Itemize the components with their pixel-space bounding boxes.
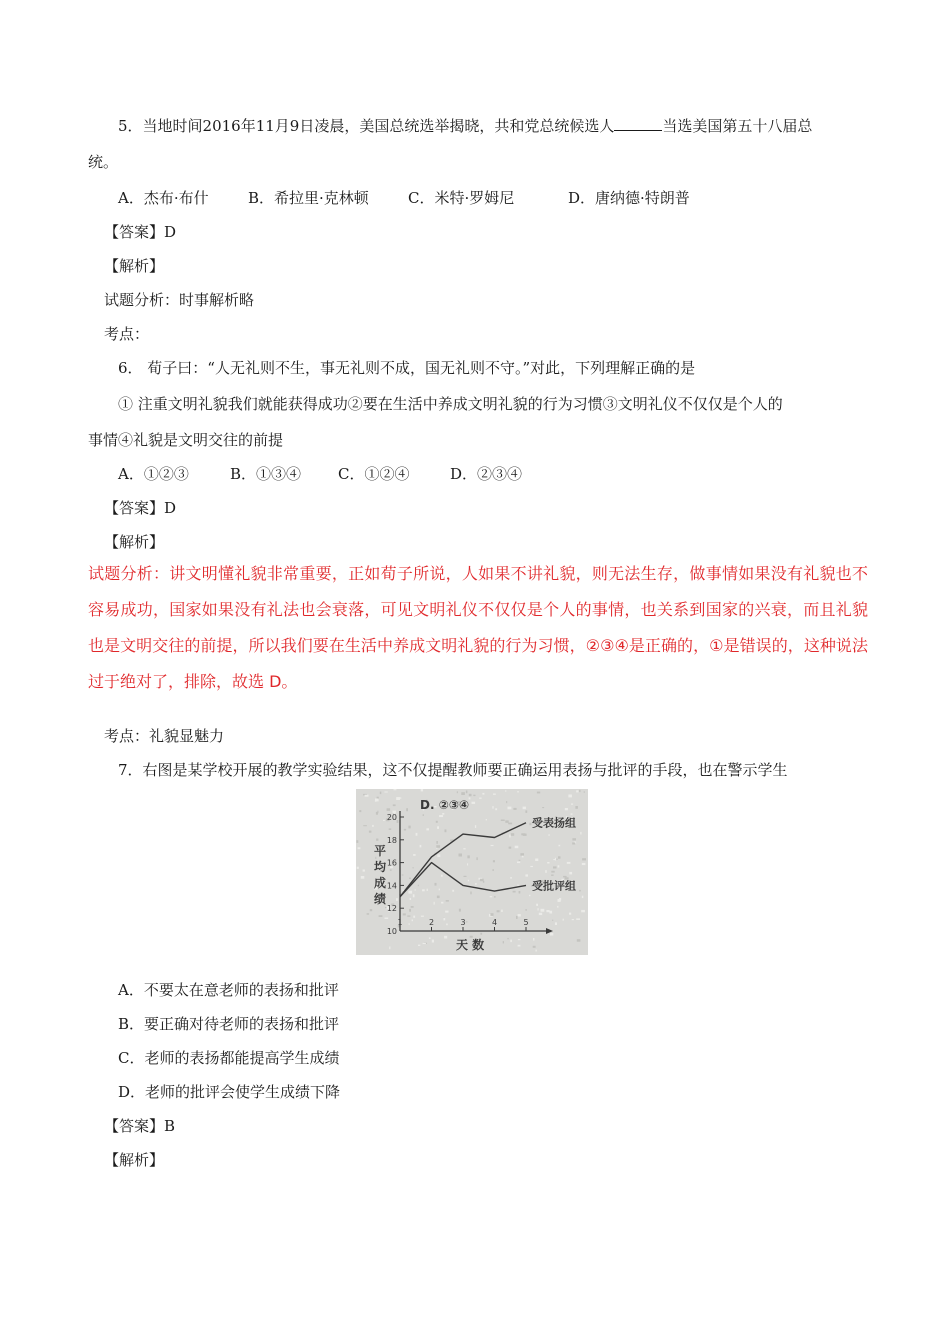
noise-speck <box>553 866 557 868</box>
noise-speck <box>571 804 573 805</box>
noise-speck <box>403 913 406 915</box>
noise-speck <box>357 867 359 869</box>
chart-series-label: 受批评组 <box>532 879 576 893</box>
noise-speck <box>518 945 521 947</box>
q6-line3: 事情④礼貌是文明交往的前提 <box>88 431 284 449</box>
q5-option-c: C．米特·罗姆尼 <box>408 189 515 207</box>
noise-speck <box>517 791 519 792</box>
noise-speck <box>569 913 571 915</box>
noise-speck <box>550 933 553 936</box>
noise-speck <box>582 858 586 860</box>
noise-speck <box>443 918 445 921</box>
noise-speck <box>421 789 423 791</box>
noise-speck <box>472 802 476 804</box>
noise-speck <box>545 870 546 873</box>
noise-speck <box>517 862 520 864</box>
noise-speck <box>396 898 398 901</box>
q5-analysis: 试题分析：时事解析略 <box>104 291 255 309</box>
noise-speck <box>571 813 573 814</box>
noise-speck <box>389 828 392 830</box>
noise-speck <box>436 841 438 844</box>
q7-option-a: A．不要太在意老师的表扬和批评 <box>118 981 339 999</box>
noise-speck <box>408 891 412 894</box>
noise-speck <box>475 825 476 828</box>
noise-speck <box>575 806 578 809</box>
noise-speck <box>390 869 392 870</box>
noise-speck <box>446 924 448 926</box>
noise-speck <box>379 915 383 917</box>
noise-speck <box>549 834 550 836</box>
noise-speck <box>476 857 477 860</box>
noise-speck <box>556 859 557 860</box>
noise-speck <box>565 808 568 810</box>
noise-speck <box>375 799 379 802</box>
noise-speck <box>509 835 511 838</box>
noise-speck <box>533 946 536 948</box>
noise-speck <box>418 885 419 887</box>
chart-x-tick-label: 3 <box>460 918 466 927</box>
noise-speck <box>426 828 429 830</box>
noise-speck <box>372 825 374 827</box>
noise-speck <box>441 902 443 904</box>
noise-speck <box>363 825 367 826</box>
noise-speck <box>553 859 555 860</box>
chart-y-tick-label: 12 <box>386 904 397 914</box>
noise-speck <box>406 808 408 811</box>
noise-speck <box>509 847 512 849</box>
noise-speck <box>389 947 390 950</box>
noise-speck <box>515 846 519 849</box>
noise-speck <box>466 791 468 794</box>
noise-speck <box>470 892 471 895</box>
chart-ylabel-char: 成 <box>374 876 387 890</box>
noise-speck <box>505 820 508 822</box>
noise-speck <box>572 838 576 840</box>
noise-speck <box>510 940 512 943</box>
noise-speck <box>519 891 521 894</box>
noise-speck <box>525 874 528 876</box>
chart-x-tick-label: 5 <box>523 918 529 927</box>
q6-option-d: D．②③④ <box>450 465 523 483</box>
noise-speck <box>407 915 410 916</box>
noise-speck <box>537 792 540 794</box>
noise-speck <box>572 919 574 920</box>
noise-speck <box>442 813 444 815</box>
noise-speck <box>508 823 512 825</box>
noise-speck <box>421 916 424 917</box>
noise-speck <box>369 831 372 833</box>
noise-speck <box>409 909 411 912</box>
noise-speck <box>494 896 495 898</box>
noise-speck <box>513 891 516 893</box>
noise-speck <box>522 856 524 858</box>
noise-speck <box>480 879 484 882</box>
noise-speck <box>520 853 524 856</box>
noise-speck <box>490 896 493 897</box>
noise-speck <box>461 792 465 795</box>
noise-speck <box>367 913 370 915</box>
noise-speck <box>418 945 420 946</box>
noise-speck <box>551 875 554 876</box>
noise-speck <box>467 863 468 865</box>
noise-speck <box>517 884 518 886</box>
noise-speck <box>464 876 467 877</box>
q6-line2: ① 注重文明礼貌我们就能获得成功②要在生活中养成文明礼貌的行为习惯③文明礼仪不仅仅是个人的 <box>118 395 783 413</box>
q6-analysis: 试题分析：讲文明懂礼貌非常重要，正如荀子所说，人如果不讲礼貌，则无法生存，做事情如果没有礼貌也不容易成功，国家如果没有礼法也会衰落，可见文明礼仪不仅仅是个人的事情，也关系到国家的兴衰，而且礼貌也是文明交往的前提，所以我们要在生活中养成文明礼貌的行为习惯，②③④是正确的，①是错误的，这种说法过于绝对了，排除，故选 D。 <box>88 564 868 691</box>
noise-speck <box>535 859 538 862</box>
chart-y-tick-label: 10 <box>386 927 397 936</box>
noise-speck <box>513 808 516 810</box>
noise-speck <box>469 794 472 796</box>
noise-speck <box>501 910 503 912</box>
noise-speck <box>493 869 494 871</box>
noise-speck <box>427 889 428 891</box>
q7-option-d: D．老师的批评会使学生成绩下降 <box>118 1083 341 1101</box>
noise-speck <box>429 937 431 939</box>
noise-speck <box>380 792 382 795</box>
q6-analysis-label: 【解析】 <box>104 533 165 551</box>
noise-speck <box>415 889 416 890</box>
chart-y-tick-label: 20 <box>386 813 397 822</box>
noise-speck <box>439 815 443 817</box>
q6-answer: 【答案】D <box>104 499 177 517</box>
noise-speck <box>467 855 469 858</box>
noise-speck <box>377 811 378 814</box>
q7-line1: 7．右图是某学校开展的教学实验结果，这不仅提醒教师要正确运用表扬与批评的手段，也在警示学生 <box>118 761 788 779</box>
noise-speck <box>411 906 414 908</box>
q5-option-b: B．希拉里·克林顿 <box>248 189 369 207</box>
noise-speck <box>475 883 476 885</box>
noise-speck <box>507 938 508 939</box>
q5-kaodian: 考点： <box>104 325 150 343</box>
noise-speck <box>387 808 391 811</box>
noise-speck <box>437 826 439 829</box>
noise-speck <box>363 870 365 872</box>
noise-speck <box>558 899 561 902</box>
q5-line2: 统。 <box>88 153 119 171</box>
noise-speck <box>359 810 361 812</box>
noise-speck <box>393 804 396 806</box>
noise-speck <box>552 920 553 921</box>
noise-speck <box>559 845 561 847</box>
noise-speck <box>434 902 435 905</box>
noise-speck <box>581 910 585 912</box>
noise-speck <box>576 790 578 792</box>
noise-speck <box>385 918 389 920</box>
noise-speck <box>546 910 549 912</box>
noise-speck <box>495 808 497 810</box>
chart-y-tick-label: 16 <box>386 858 397 868</box>
noise-speck <box>459 909 461 912</box>
noise-speck <box>402 875 404 876</box>
noise-speck <box>541 909 545 912</box>
noise-speck <box>523 807 526 810</box>
noise-speck <box>436 845 440 848</box>
noise-speck <box>437 896 440 899</box>
noise-speck <box>412 920 413 922</box>
noise-speck <box>473 795 475 796</box>
noise-speck <box>365 795 369 797</box>
noise-speck <box>452 890 454 892</box>
noise-speck <box>416 833 418 836</box>
noise-speck <box>408 826 410 829</box>
noise-speck <box>413 867 414 868</box>
noise-speck <box>413 894 415 897</box>
chart-y-tick-label: 14 <box>386 881 397 891</box>
noise-speck <box>506 801 507 803</box>
noise-speck <box>413 916 415 918</box>
noise-speck <box>437 854 440 857</box>
noise-speck <box>521 833 525 835</box>
chart-y-tick-label: 18 <box>386 835 397 845</box>
noise-speck <box>441 875 443 877</box>
noise-speck <box>384 792 387 793</box>
chart-ylabel-char: 平 <box>374 844 387 858</box>
noise-speck <box>558 865 560 867</box>
noise-speck <box>468 880 469 882</box>
noise-speck <box>529 895 530 896</box>
noise-speck <box>445 829 447 832</box>
chart-x-tick-label: 4 <box>491 918 498 927</box>
noise-speck <box>423 814 424 816</box>
noise-speck <box>413 854 416 856</box>
noise-speck <box>557 906 558 908</box>
chart-ylabel-char: 绩 <box>374 892 387 906</box>
noise-speck <box>490 913 493 916</box>
q6-option-a: A．①②③ <box>118 465 189 483</box>
noise-speck <box>493 860 495 862</box>
noise-speck <box>376 839 378 841</box>
noise-speck <box>536 950 537 952</box>
noise-speck <box>525 810 527 813</box>
noise-speck <box>492 806 493 809</box>
noise-speck <box>408 924 410 925</box>
chart-ylabel-char: 均 <box>374 860 387 874</box>
noise-speck <box>402 890 403 892</box>
noise-speck <box>493 794 496 795</box>
q7-answer: 【答案】B <box>104 1117 176 1135</box>
noise-speck <box>572 842 575 844</box>
q6-options <box>118 464 522 484</box>
q5-options <box>118 188 690 208</box>
noise-speck <box>459 854 463 857</box>
noise-speck <box>555 922 557 925</box>
noise-speck <box>432 940 434 943</box>
noise-speck <box>576 918 580 920</box>
noise-speck <box>410 898 412 900</box>
noise-speck <box>446 900 449 902</box>
noise-speck <box>567 862 571 864</box>
noise-speck <box>422 889 425 891</box>
noise-speck <box>361 876 365 879</box>
q7-analysis-label: 【解析】 <box>104 1151 165 1169</box>
noise-speck <box>423 943 426 944</box>
noise-speck <box>551 871 554 873</box>
noise-speck <box>444 936 447 939</box>
noise-speck <box>439 889 440 891</box>
noise-speck <box>558 856 561 858</box>
noise-speck <box>542 807 544 808</box>
noise-speck <box>584 791 585 793</box>
noise-speck <box>358 847 361 849</box>
q5-analysis-label: 【解析】 <box>104 257 165 275</box>
noise-speck <box>356 840 358 843</box>
noise-speck <box>518 914 521 916</box>
q7-option-c: C．老师的表扬都能提高学生成绩 <box>118 1049 340 1067</box>
chart-series-label: 受表扬组 <box>532 816 576 830</box>
q6-line1: 6． 荀子曰：“人无礼则不生，事无礼则不成，国无礼则不守。”对此，下列理解正确的是 <box>118 359 696 377</box>
noise-speck <box>549 911 552 914</box>
noise-speck <box>579 890 581 892</box>
noise-speck <box>536 904 538 906</box>
q6-option-b: B．①③④ <box>230 465 302 483</box>
noise-speck <box>398 797 402 798</box>
q5-option-a: A．杰布·布什 <box>118 189 209 207</box>
noise-speck <box>420 845 422 848</box>
q6-option-c: C．①②④ <box>338 465 410 483</box>
noise-speck <box>445 911 448 913</box>
noise-speck <box>568 795 572 798</box>
noise-speck <box>538 908 539 910</box>
noise-speck <box>582 896 584 898</box>
noise-speck <box>503 941 504 943</box>
noise-speck <box>519 860 521 861</box>
noise-speck <box>383 820 385 821</box>
noise-speck <box>482 793 484 795</box>
noise-speck <box>435 883 437 886</box>
noise-speck <box>533 938 534 941</box>
q7-chart <box>356 789 588 955</box>
noise-speck <box>518 939 521 940</box>
noise-speck <box>486 819 487 820</box>
noise-speck <box>370 909 372 911</box>
noise-speck <box>463 848 465 849</box>
q5-text-a: 5．当地时间2016年11月9日凌晨，美国总统选举揭晓，共和党总统候选人 <box>118 117 615 135</box>
noise-speck <box>577 939 581 942</box>
noise-speck <box>436 821 438 823</box>
noise-speck <box>579 790 580 792</box>
noise-speck <box>409 878 411 879</box>
noise-speck <box>394 789 397 790</box>
q5-option-d: D．唐纳德·特朗普 <box>568 189 690 207</box>
noise-speck <box>563 876 567 878</box>
noise-speck <box>530 866 533 867</box>
noise-speck <box>569 872 572 875</box>
noise-speck <box>580 832 581 835</box>
noise-speck <box>404 829 406 831</box>
q5-text-b: 当选美国第五十八届总 <box>662 117 813 135</box>
noise-speck <box>491 845 494 846</box>
q7-option-b: B．要正确对待老师的表扬和批评 <box>118 1015 340 1033</box>
chart-x-tick-label: 2 <box>428 918 435 927</box>
noise-speck <box>563 919 564 921</box>
noise-speck <box>501 820 505 822</box>
q5-line1 <box>118 116 812 136</box>
noise-speck <box>479 798 481 799</box>
noise-speck <box>480 933 482 935</box>
chart-x-tick-label: 1 <box>397 918 403 927</box>
q5-answer: 【答案】D <box>104 223 177 241</box>
noise-speck <box>508 807 512 810</box>
q5-blank <box>614 116 662 131</box>
noise-speck <box>582 863 586 865</box>
noise-speck <box>510 877 512 879</box>
noise-speck <box>547 862 549 864</box>
noise-speck <box>525 909 527 910</box>
chart-title: D. ②③④ <box>420 798 470 812</box>
noise-speck <box>466 921 468 922</box>
chart-xlabel: 天 数 <box>456 938 485 952</box>
q6-kaodian: 考点：礼貌显魅力 <box>104 727 225 745</box>
noise-speck <box>511 833 514 836</box>
noise-speck <box>457 791 458 793</box>
noise-speck <box>539 913 542 915</box>
noise-speck <box>497 910 500 912</box>
noise-speck <box>505 790 506 791</box>
noise-speck <box>516 916 518 919</box>
